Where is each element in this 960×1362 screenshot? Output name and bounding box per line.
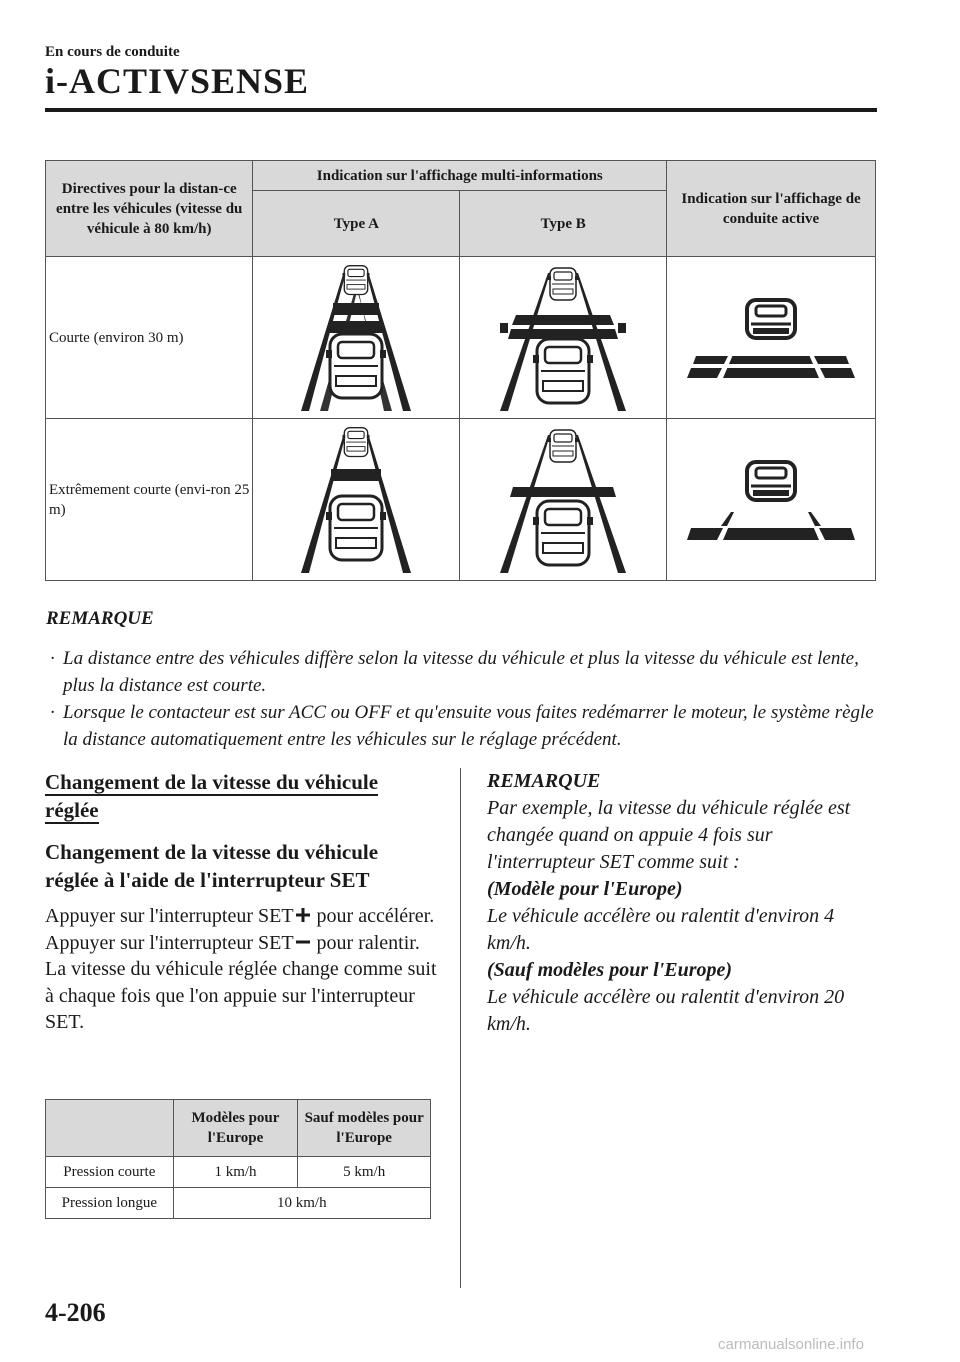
section-heading <box>45 768 405 824</box>
watermark: carmanualsonline.info <box>718 1336 864 1353</box>
remark-title: REMARQUE <box>487 770 601 792</box>
section-label: En cours de conduite <box>45 44 180 60</box>
type-a-short-distance-illustration <box>253 257 460 419</box>
row-label: Pression longue <box>46 1188 174 1219</box>
col-header-empty <box>46 1100 174 1157</box>
instructions-paragraph <box>45 903 445 1036</box>
table-row <box>46 257 876 419</box>
section-heading-text: Changement de la vitesse du véhicule réglée <box>45 770 379 822</box>
distance-table <box>45 160 876 581</box>
speed-table <box>45 1099 431 1219</box>
cell-value: 5 km/h <box>298 1157 431 1188</box>
title-rule <box>45 108 877 112</box>
remark-box <box>487 768 877 1038</box>
instruction-text: La vitesse du véhicule réglée change comme suit à chaque fois que l'on appuie sur l'interrupteur SET. <box>45 958 437 1033</box>
chapter-title: i-ACTIVSENSE <box>45 61 310 101</box>
bullet-dot: · <box>50 702 55 723</box>
instruction-text: Appuyer sur l'interrupteur SET <box>45 905 294 927</box>
remark-model-label: (Modèle pour l'Europe) <box>487 878 683 900</box>
page-number: 4-206 <box>45 1298 106 1327</box>
cell-value: 1 km/h <box>173 1157 298 1188</box>
instruction-text: Appuyer sur l'interrupteur SET <box>45 931 294 954</box>
minus-icon <box>295 934 311 950</box>
type-b-extremely-short-distance-illustration <box>460 419 667 581</box>
col-header-type-a: Type A <box>253 191 460 257</box>
bullet-text: La distance entre des véhicules diffère selon la vitesse du véhicule et plus la vitesse du véhicule est lente, plus la distance est courte. <box>63 648 859 696</box>
subsection-heading: Changement de la vitesse du véhicule réglée à l'aide de l'interrupteur SET <box>45 840 379 892</box>
remark-bullet <box>50 699 880 753</box>
table-row <box>46 419 876 581</box>
remark-text: Par exemple, la vitesse du véhicule réglée est changée quand on appuie 4 fois sur l'interrupteur SET comme suit : <box>487 797 851 873</box>
remark-bullet <box>50 645 880 699</box>
type-b-short-distance-illustration <box>460 257 667 419</box>
column-divider <box>460 768 461 1288</box>
col-header-non-europe: Sauf modèles pour l'Europe <box>298 1100 431 1157</box>
type-a-extremely-short-distance-illustration <box>253 419 460 581</box>
col-header-europe: Modèles pour l'Europe <box>173 1100 298 1157</box>
instruction-text: pour accélérer. <box>311 905 435 927</box>
remark-text: Le véhicule accélère ou ralentit d'environ 4 km/h. <box>487 905 835 954</box>
remark-text: Le véhicule accélère ou ralentit d'environ 20 km/h. <box>487 986 845 1035</box>
row-label: Extrêmement courte (envi-ron 25 m) <box>46 419 253 581</box>
active-display-extremely-short-distance-illustration <box>667 419 876 581</box>
col-header-guideline: Directives pour la distan-ce entre les véhicules (vitesse du véhicule à 80 km/h) <box>46 161 253 257</box>
col-header-type-b: Type B <box>460 191 667 257</box>
col-header-multi-info: Indication sur l'affichage multi-informations <box>253 161 667 191</box>
active-display-short-distance-illustration <box>667 257 876 419</box>
row-label: Pression courte <box>46 1157 174 1188</box>
bullet-dot: · <box>50 648 55 669</box>
bullet-text: Lorsque le contacteur est sur ACC ou OFF et qu'ensuite vous faites redémarrer le moteur, le système règle la distance automatiquement entre les véhicules sur le réglage précédent. <box>63 702 874 750</box>
cell-value: 10 km/h <box>173 1188 430 1219</box>
instruction-text: pour ralentir. <box>311 931 420 954</box>
plus-icon <box>295 907 311 923</box>
table-row <box>46 1157 431 1188</box>
col-header-active-display: Indication sur l'affichage de conduite active <box>667 161 876 257</box>
table-row <box>46 1188 431 1219</box>
remark-title: REMARQUE <box>46 608 154 629</box>
row-label: Courte (environ 30 m) <box>46 257 253 419</box>
remark-model-label: (Sauf modèles pour l'Europe) <box>487 959 733 981</box>
